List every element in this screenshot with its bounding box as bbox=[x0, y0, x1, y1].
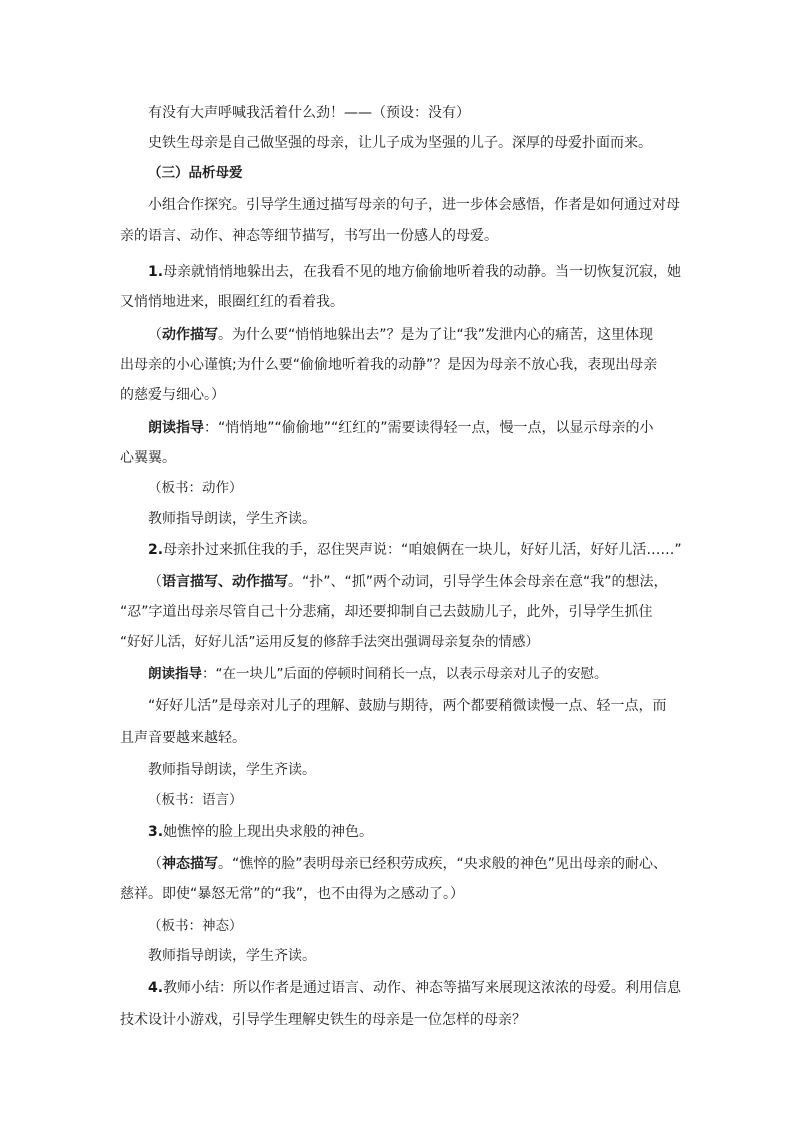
text-line bbox=[148, 696, 794, 716]
text-run: 母亲扑过来抓住我的手，忍住哭声说：“咱娘俩在一块儿，好好儿活，好好儿活……” bbox=[163, 542, 682, 558]
bold-text-run: 朗读指导 bbox=[148, 666, 202, 682]
text-line bbox=[120, 385, 794, 405]
text-run: 教师指导朗读，学生齐读。 bbox=[148, 948, 316, 964]
bold-text-run: 4. bbox=[148, 980, 164, 996]
text-line bbox=[148, 133, 794, 153]
bold-text-run: 3. bbox=[148, 824, 164, 840]
bold-text-run: 2. bbox=[148, 542, 164, 558]
text-line bbox=[120, 632, 794, 652]
text-line bbox=[120, 355, 794, 375]
text-line bbox=[148, 790, 794, 810]
text-line bbox=[148, 262, 794, 282]
text-line bbox=[148, 760, 794, 780]
text-run: 史铁生母亲是自己做坚强的母亲，让儿子成为坚强的儿子。深厚的母爱扑面而来。 bbox=[148, 135, 652, 151]
text-line bbox=[148, 478, 794, 498]
text-line bbox=[120, 292, 794, 312]
text-run: ：“在一块儿”后面的停顿时间稍长一点，以表示母亲对儿子的安慰。 bbox=[202, 666, 608, 682]
text-line bbox=[148, 509, 794, 529]
text-line bbox=[120, 226, 794, 246]
text-run: 。“憔悴的脸”表明母亲已经积劳成疾，“央求般的神色”见出母亲的耐心、 bbox=[218, 856, 668, 872]
text-line bbox=[120, 602, 794, 622]
text-line bbox=[148, 195, 794, 215]
text-run: 。为什么要“悄悄地躲出去”？是为了让“我”发泄内心的痛苦，这里体现 bbox=[218, 327, 654, 343]
text-run: “忍”字道出母亲尽管自己十分悲痛，却还要抑制自己去鼓励儿子，此外，引导学生抓住 bbox=[120, 604, 653, 620]
text-line bbox=[120, 1010, 794, 1030]
text-run: （板书：动作） bbox=[148, 480, 243, 496]
text-line bbox=[120, 884, 794, 904]
text-line bbox=[120, 448, 794, 468]
text-line bbox=[148, 854, 794, 874]
text-run: 慈祥。即使“暴怒无常”的“我”，也不由得为之感动了。） bbox=[120, 886, 465, 902]
text-line bbox=[148, 103, 794, 123]
text-run: “好好儿活，好好儿活”运用反复的修辞手法突出强调母亲复杂的情感） bbox=[120, 634, 539, 650]
text-run: 亲的语言、动作、神态等细节描写，书写出一份感人的母爱。 bbox=[120, 228, 498, 244]
text-line bbox=[148, 946, 794, 966]
text-line bbox=[148, 572, 794, 592]
text-run: 教师小结：所以作者是通过语言、动作、神态等描写来展现这浓浓的母爱。利用信息 bbox=[163, 980, 682, 996]
text-run: ：“悄悄地”“偷偷地”“红红的”需要读得轻一点，慢一点，以显示母亲的小 bbox=[204, 420, 654, 436]
text-run: （ bbox=[148, 856, 162, 872]
text-run: 技术设计小游戏，引导学生理解史铁生的母亲是一位怎样的母亲？ bbox=[120, 1012, 526, 1028]
text-line bbox=[148, 916, 794, 936]
text-run: 又悄悄地进来，眼圈红红的看着我。 bbox=[120, 294, 344, 310]
section-heading bbox=[148, 163, 794, 183]
text-run: 小组合作探究。引导学生通过描写母亲的句子，进一步体会感悟，作者是如何通过对母 bbox=[148, 197, 680, 213]
text-run: 的慈爱与细心。） bbox=[120, 387, 225, 403]
text-line bbox=[148, 822, 794, 842]
bold-text-run: 朗读指导 bbox=[148, 420, 204, 436]
text-line bbox=[148, 418, 794, 438]
text-run: 且声音要越来越轻。 bbox=[120, 730, 246, 746]
bold-text-run: 动作描写 bbox=[162, 327, 218, 343]
bold-text-run: 神态描写 bbox=[162, 856, 218, 872]
text-run: “好好儿活”是母亲对儿子的理解、鼓励与期待，两个都要稍微读慢一点、轻一点，而 bbox=[148, 698, 667, 714]
text-run: 心翼翼。 bbox=[120, 450, 176, 466]
text-run: 教师指导朗读，学生齐读。 bbox=[148, 762, 316, 778]
bold-text-run: 1. bbox=[148, 264, 164, 280]
text-line bbox=[148, 664, 794, 684]
bold-text-run: 语言描写、动作描写 bbox=[162, 574, 288, 590]
text-run: （ bbox=[148, 574, 162, 590]
text-line bbox=[148, 325, 794, 345]
text-line bbox=[148, 978, 794, 998]
bold-text-run: （三）品析母爱 bbox=[148, 165, 243, 181]
text-run: 出母亲的小心谨慎;为什么要“偷偷地听着我的动静”？是因为母亲不放心我，表现出母亲 bbox=[120, 357, 658, 373]
text-run: 她憔悴的脸上现出央求般的神色。 bbox=[163, 824, 374, 840]
text-run: 。“扑”、“抓”两个动词，引导学生体会母亲在意“我”的想法， bbox=[288, 574, 668, 590]
text-run: （板书：语言） bbox=[148, 792, 243, 808]
text-line bbox=[120, 728, 794, 748]
text-line bbox=[148, 540, 794, 560]
text-run: 有没有大声呼喊我活着什么劲！——（预设：没有） bbox=[148, 105, 470, 121]
text-run: 母亲就悄悄地躲出去，在我看不见的地方偷偷地听着我的动静。当一切恢复沉寂，她 bbox=[163, 264, 682, 280]
text-run: （板书：神态） bbox=[148, 918, 243, 934]
text-run: 教师指导朗读，学生齐读。 bbox=[148, 511, 316, 527]
text-run: （ bbox=[148, 327, 162, 343]
